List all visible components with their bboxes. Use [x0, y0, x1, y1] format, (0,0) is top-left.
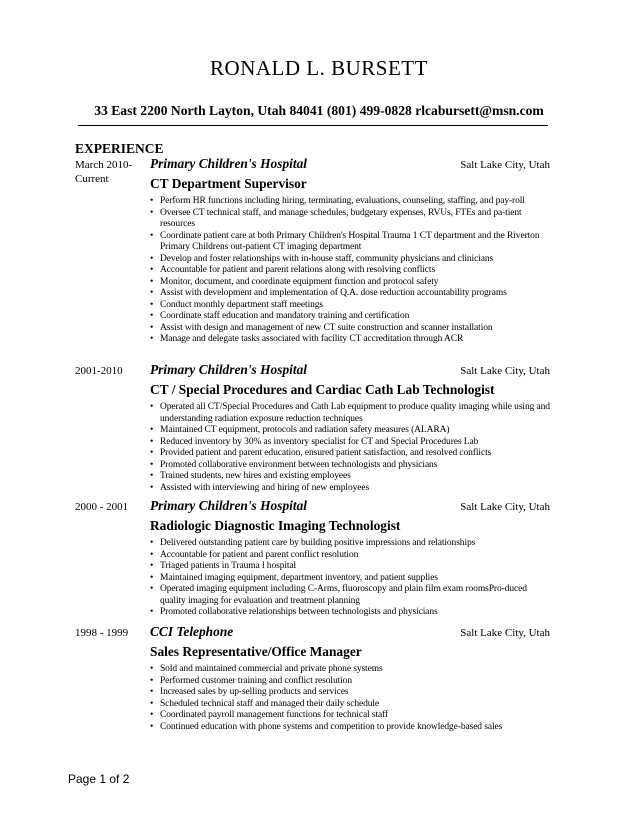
job-bullet: • Monitor, document, and coordinate equipment function and protocol safety: [150, 277, 550, 289]
job-title: Radiologic Diagnostic Imaging Technologist: [150, 518, 401, 533]
job-bullet: • Scheduled technical staff and managed their daily schedule: [150, 699, 550, 711]
job-bullets: [150, 664, 550, 733]
job-bullet: • Promoted collaborative environment between technologists and physicians: [150, 460, 550, 472]
job-bullet: • Sold and maintained commercial and private phone systems: [150, 664, 550, 676]
job-bullet: • Maintained imaging equipment, department inventory, and patient supplies: [150, 573, 550, 585]
job-employer: Primary Children's Hospital: [150, 156, 307, 171]
job-bullet: • Oversee CT technical staff, and manage schedules, budgetary expenses, RVUs, FTEs and pa-tient resources: [150, 208, 550, 231]
page-number: Page 1 of 2: [68, 772, 130, 786]
job-bullet: • Promoted collaborative relationships between technologists and physicians: [150, 607, 550, 619]
job-employer: CCI Telephone: [150, 624, 234, 639]
job-title: CT Department Supervisor: [150, 176, 307, 191]
job-bullet: • Assist with development and implementation of Q.A. dose reduction accountability programs: [150, 288, 550, 300]
job-bullet: • Continued education with phone systems and competition to provide knowledge-based sales: [150, 722, 550, 734]
job-location: Salt Lake City, Utah: [460, 501, 550, 513]
job-bullet: • Perform HR functions including hiring, terminating, evaluations, counseling, staffing, and pay-roll: [150, 196, 550, 208]
job-bullet: • Coordinated payroll management functions for technical staff: [150, 710, 550, 722]
job-title: CT / Special Procedures and Cardiac Cath Lab Technologist: [150, 382, 495, 397]
job-bullet: • Trained students, new hires and existing employees: [150, 471, 550, 483]
job-title: Sales Representative/Office Manager: [150, 644, 362, 659]
job-bullet: • Triaged patients in Trauma l hospital: [150, 561, 550, 573]
job-bullet: • Delivered outstanding patient care by building positive impressions and relationships: [150, 538, 550, 550]
job-bullet: • Operated all CT/Special Procedures and Cath Lab equipment to produce quality imaging while using and understanding radiation exposure reduction techniques: [150, 402, 550, 425]
job-bullet: • Assisted with interviewing and hiring of new employees: [150, 483, 550, 495]
job-bullet: • Manage and delegate tasks associated with facility CT accreditation through ACR: [150, 334, 550, 346]
header-divider: [78, 125, 548, 126]
job-dates: [75, 500, 145, 514]
job-date-range: 2000 - 2001: [75, 501, 129, 513]
job-location: Salt Lake City, Utah: [460, 159, 550, 171]
job-bullet: • Maintained CT equipment, protocols and radiation safety measures (ALARA): [150, 425, 550, 437]
job-bullet: • Accountable for patient and parent relations along with resolving conflicts: [150, 265, 550, 277]
contact-line: 33 East 2200 North Layton, Utah 84041 (801) 499-0828 rlcabursett@msn.com: [94, 103, 544, 118]
resume-name: RONALD L. BURSETT: [210, 56, 428, 80]
job-bullet: • Reduced inventory by 30% as inventory specialist for CT and Special Procedures Lab: [150, 437, 550, 449]
job-bullet: • Provided patient and parent education, ensured patient satisfaction, and resolved conflicts: [150, 448, 550, 460]
job-location: Salt Lake City, Utah: [460, 365, 550, 377]
job-bullet: • Coordinate staff education and mandatory training and certification: [150, 311, 550, 323]
job-date-range: 2001-2010: [75, 365, 123, 377]
section-title-experience: EXPERIENCE: [75, 141, 164, 156]
job-employer: Primary Children's Hospital: [150, 362, 307, 377]
job-date-start: March 2010-: [75, 159, 133, 171]
job-bullets: [150, 402, 550, 494]
job-employer: Primary Children's Hospital: [150, 498, 307, 513]
job-bullet: • Increased sales by up-selling products and services: [150, 687, 550, 699]
job-bullet: • Coordinate patient care at both Primary Children's Hospital Trauma 1 CT department and the Riverton Primary Childrens out-patient CT imaging department: [150, 231, 550, 254]
job-location: Salt Lake City, Utah: [460, 627, 550, 639]
job-date-end: Current: [75, 173, 109, 185]
job-bullets: [150, 196, 550, 346]
job-bullet: • Operated imaging equipment including C-Arms, fluoroscopy and plain film exam roomsPro-duced quality imaging for evaluation and treatment planning: [150, 584, 550, 607]
job-bullet: • Assist with design and management of new CT suite construction and scanner installation: [150, 323, 550, 335]
job-bullet: • Conduct monthly department staff meetings: [150, 300, 550, 312]
job-dates: [75, 158, 145, 186]
job-bullet: • Develop and foster relationships with in-house staff, community physicians and clinicians: [150, 254, 550, 266]
job-date-range: 1998 - 1999: [75, 627, 129, 639]
job-dates: [75, 364, 145, 378]
job-bullet: • Performed customer training and conflict resolution: [150, 676, 550, 688]
job-bullets: [150, 538, 550, 619]
job-dates: [75, 626, 145, 640]
job-bullet: • Accountable for patient and parent conflict resolution: [150, 550, 550, 562]
